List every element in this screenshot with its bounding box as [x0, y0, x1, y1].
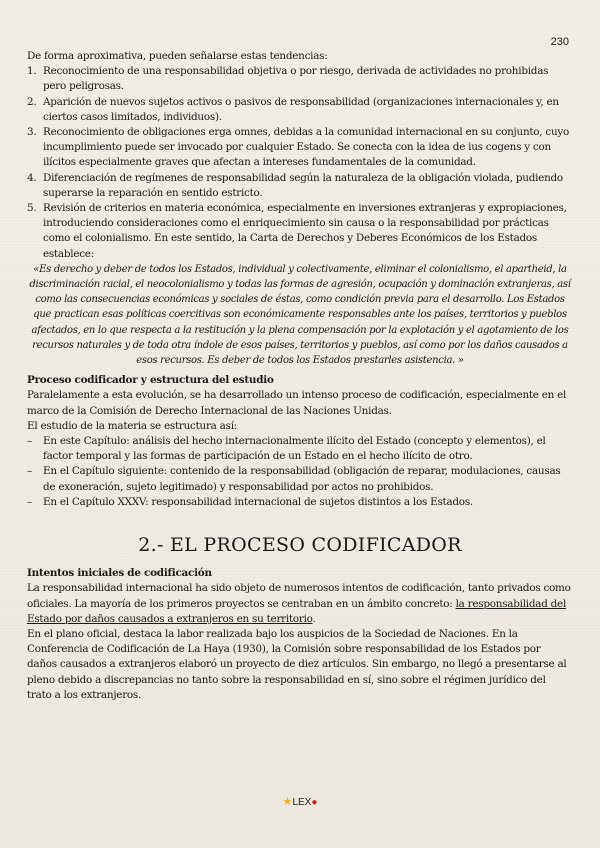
list-item-text: Aparición de nuevos sujetos activos o pasivos de responsabilidad (organizaciones internacionales y, en ciertos casos limitados, individuos). [43, 95, 559, 123]
early-attempts-heading: Intentos iniciales de codificación [27, 567, 212, 580]
page-number: 230 [550, 36, 569, 48]
list-item-text: Reconocimiento de una responsabilidad objetiva o por riesgo, derivada de actividades no prohibidas pero peligrosas. [43, 65, 549, 93]
list-number: 2. [27, 95, 37, 108]
codification-heading: Proceso codificador y estructura del estudio [27, 374, 274, 387]
list-item [27, 171, 573, 201]
logo-text: LEX [292, 797, 312, 808]
list-number: 3. [27, 126, 37, 139]
paragraph-text: . [312, 612, 316, 625]
list-item [27, 125, 573, 171]
document-body [27, 49, 573, 703]
codification-paragraph: Paralelamente a esta evolución, se ha desarrollado un intenso proceso de codificación, especialmente en el marco de la Comisión de Derecho Internacional de las Naciones Unidas. [27, 389, 567, 417]
paragraph-text: La responsabilidad internacional ha sido objeto de numerosos intentos de codificación, tanto privados como oficiales. La mayoría de los primeros proyectos se centraban en un ámbito concreto: [27, 582, 571, 610]
list-item [27, 464, 573, 494]
list-item [27, 434, 573, 464]
list-item-text: Revisión de criterios en materia económica, especialmente en inversiones extranjeras y expropiaciones, introduciendo consideraciones como el enriquecimiento sin causa o la responsabilidad por prácticas como el colonialismo. En este sentido, la Carta de Derechos y Deberes Económicos de los Estados establece: [43, 202, 567, 260]
list-item-text: En el Capítulo XXXV: responsabilidad internacional de sujetos distintos a los Estados. [43, 495, 473, 508]
list-number: 4. [27, 171, 37, 184]
list-item-text: Diferenciación de regímenes de responsabilidad según la naturaleza de la obligación violada, pudiendo superarse la reparación en sentido estricto. [43, 171, 563, 199]
dash-bullet: – [27, 435, 32, 448]
list-number: 1. [27, 65, 37, 78]
structure-list [27, 434, 573, 510]
dash-bullet: – [27, 495, 32, 508]
underlined-phrase: la responsabilidad del Estado por daños causados a extranjeros en su territorio [27, 597, 567, 625]
tendencies-list [27, 64, 573, 262]
charter-quote: «Es derecho y deber de todos los Estados, individual y colectivamente, eliminar el colonialismo, el apartheid, la discriminación racial, el neocolonialismo y todas las formas de agresión, ocupación y dominación extranjeras, así como las consecuencias económicas y sociales de éstas, como condición previa para el desarrollo. Los Estados que practican esas políticas coercitivas son económicamente responsables ante los países, territorios y pueblos afectados, en lo que respecta a la restitución y la plena compensación por la explotación y el agotamiento de los recursos naturales y de toda otra índole de esos países, territorios y pueblos, así como por los daños causados a esos recursos. Es deber de todos los Estados prestarles asistencia. » [29, 263, 571, 367]
list-item-text: En este Capítulo: análisis del hecho internacionalmente ilícito del Estado (concepto y elementos), el factor temporal y las formas de participación de un Estado en el hecho ilícito de otro. [43, 435, 546, 463]
league-paragraph: En el plano oficial, destaca la labor realizada bajo los auspicios de la Sociedad de Naciones. En la Conferencia de Codificación de La Haya (1930), la Comisión sobre responsabilidad de los Estados por daños causados a extranjeros elaboró un proyecto de diez artículos. Sin embargo, no llegó a presentarse al pleno debido a discrepancias no tanto sobre la responsabilidad en sí, sino sobre el régimen jurídico del trato a los extranjeros. [27, 627, 567, 701]
early-attempts-paragraph [27, 581, 573, 627]
list-item [27, 64, 573, 94]
dash-bullet: – [27, 465, 32, 478]
lex-logo [0, 795, 600, 808]
list-item-text: Reconocimiento de obligaciones erga omnes, debidas a la comunidad internacional en su conjunto, cuyo incumplimiento puede ser invocado por cualquier Estado. Se conecta con la idea de ius cogens y con ilícitos especialmente graves que afectan a intereses fundamentales de la comunidad. [43, 126, 570, 169]
list-number: 5. [27, 202, 37, 215]
intro-paragraph: De forma aproximativa, pueden señalarse estas tendencias: [27, 50, 328, 62]
structure-paragraph: El estudio de la materia se estructura así: [27, 419, 238, 432]
list-item-text: En el Capítulo siguiente: contenido de la responsabilidad (obligación de reparar, modulaciones, causas de exoneración, sujeto legitimado) y responsabilidad por actos no prohibidos. [43, 465, 561, 493]
star-icon: ★ [282, 796, 293, 808]
list-item [27, 201, 573, 262]
list-item [27, 495, 573, 510]
chapter-title: 2.- EL PROCESO CODIFICADOR [138, 534, 462, 557]
drop-icon: ● [311, 797, 318, 808]
list-item [27, 95, 573, 125]
